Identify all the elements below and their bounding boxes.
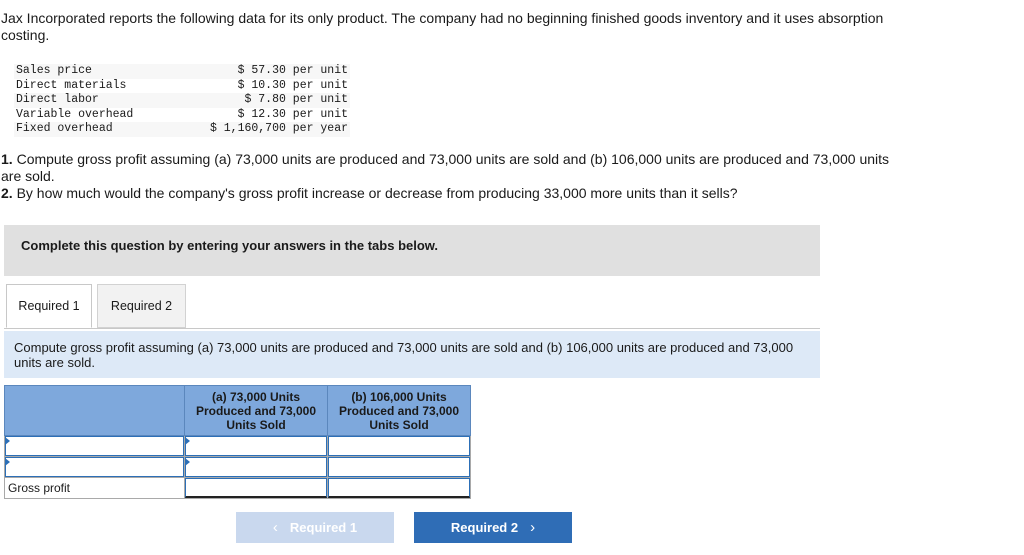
next-required-button[interactable] bbox=[414, 512, 572, 543]
question-1 bbox=[1, 151, 901, 185]
cost-label: Variable overhead bbox=[16, 107, 134, 121]
cost-row bbox=[14, 93, 350, 108]
cell-a bbox=[185, 478, 328, 499]
problem-intro: Jax Incorporated reports the following data for its only product. The company had no beginning finished goods inventory and it uses absorption costing. bbox=[1, 10, 884, 43]
cost-value: $ 1,160,700 per year bbox=[194, 122, 350, 137]
instruction-banner bbox=[4, 225, 820, 276]
tab-divider bbox=[4, 328, 820, 329]
tab-required-2[interactable]: Required 2 bbox=[97, 284, 186, 328]
answer-grid bbox=[4, 385, 471, 499]
row-label-input[interactable] bbox=[5, 457, 184, 477]
amount-input-a[interactable] bbox=[185, 436, 327, 456]
cost-value: $ 7.80 per unit bbox=[194, 93, 350, 108]
dropdown-marker-icon bbox=[185, 458, 190, 466]
cell-b bbox=[328, 436, 471, 457]
row-label-cell bbox=[5, 436, 185, 457]
prev-required-button[interactable] bbox=[236, 512, 394, 543]
cell-b bbox=[328, 457, 471, 478]
gross-profit-input-a[interactable] bbox=[185, 478, 327, 498]
chevron-left-icon: ‹ bbox=[272, 519, 278, 536]
amount-input-b[interactable] bbox=[328, 436, 470, 456]
cost-row bbox=[14, 79, 350, 94]
cell-a bbox=[185, 436, 328, 457]
prev-button-label: Required 1 bbox=[289, 520, 358, 535]
dropdown-marker-icon bbox=[185, 437, 190, 445]
grid-header-blank bbox=[5, 386, 185, 436]
cost-value: $ 10.30 per unit bbox=[237, 78, 348, 92]
grid-header-col-b: (b) 106,000 Units Produced and 73,000 Units Sold bbox=[328, 386, 471, 436]
cost-label: Fixed overhead bbox=[14, 122, 194, 137]
cost-row bbox=[14, 108, 350, 123]
grid-header-row bbox=[5, 386, 471, 436]
cost-row bbox=[14, 64, 350, 79]
row-label-cell bbox=[5, 457, 185, 478]
amount-input-b[interactable] bbox=[328, 457, 470, 477]
cost-label: Sales price bbox=[14, 64, 194, 79]
dropdown-marker-icon bbox=[5, 458, 10, 466]
table-row bbox=[5, 478, 471, 499]
cost-row bbox=[14, 122, 350, 137]
question-2-number: 2. bbox=[1, 185, 13, 201]
tab-required-1[interactable]: Required 1 bbox=[6, 284, 92, 328]
next-button-label: Required 2 bbox=[450, 520, 519, 535]
cost-label: Direct materials bbox=[16, 78, 127, 92]
gross-profit-label: Gross profit bbox=[5, 478, 185, 499]
cell-a bbox=[185, 457, 328, 478]
cost-value: $ 57.30 per unit bbox=[194, 64, 350, 79]
grid-header-col-a: (a) 73,000 Units Produced and 73,000 Units Sold bbox=[185, 386, 328, 436]
cost-data-table bbox=[14, 64, 350, 137]
row-label-input[interactable] bbox=[5, 436, 184, 456]
table-row bbox=[5, 457, 471, 478]
cost-value: $ 12.30 per unit bbox=[237, 107, 348, 121]
question-2-text: By how much would the company's gross profit increase or decrease from producing 33,000 more units than it sells? bbox=[12, 185, 738, 201]
dropdown-marker-icon bbox=[5, 437, 10, 445]
question-2 bbox=[1, 185, 901, 202]
amount-input-a[interactable] bbox=[185, 457, 327, 477]
question-1-number: 1. bbox=[1, 151, 13, 167]
table-row bbox=[5, 436, 471, 457]
chevron-right-icon: › bbox=[530, 519, 536, 536]
cell-b bbox=[328, 478, 471, 499]
gross-profit-input-b[interactable] bbox=[328, 478, 470, 498]
cost-label: Direct labor bbox=[14, 93, 194, 108]
question-list bbox=[1, 151, 901, 202]
tab-instruction: Compute gross profit assuming (a) 73,000 units are produced and 73,000 units are sold and (b) 106,000 units are produced and 73,000 units are sold. bbox=[4, 331, 820, 378]
question-1-text: Compute gross profit assuming (a) 73,000 units are produced and 73,000 units are sold and (b) 106,000 units are produced and 73,000 units are sold. bbox=[1, 151, 890, 184]
banner-text: Complete this question by entering your answers in the tabs below. bbox=[21, 238, 439, 253]
